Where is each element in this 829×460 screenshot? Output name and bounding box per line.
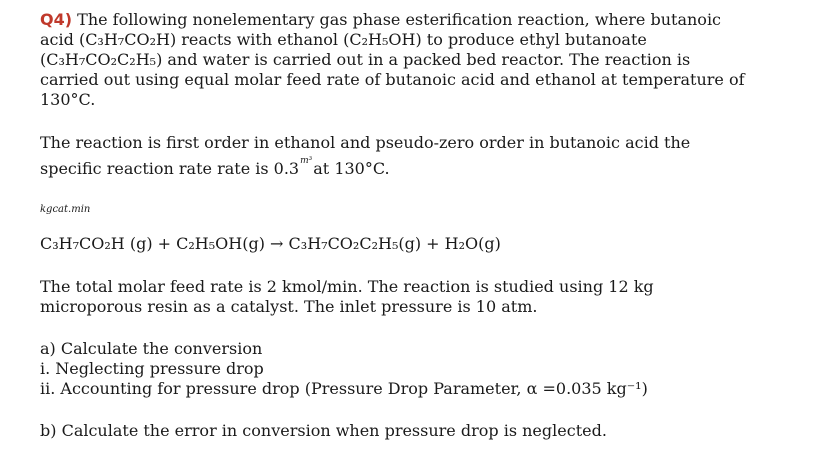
rate-unit-denominator: kgcat.min	[40, 204, 91, 215]
question-intro	[40, 10, 800, 110]
rate-prefix: specific reaction rate rate is 0.3	[40, 159, 300, 178]
feed-line-1: The total molar feed rate is 2 kmol/min. The reaction is studied using 12 kg	[40, 277, 654, 296]
intro-line-3: (C₃H₇CO₂C₂H₅) and water is carried out in a packed bed reactor. The reaction is	[40, 50, 691, 69]
part-b: b) Calculate the error in conversion when pressure drop is neglected.	[40, 421, 607, 440]
feed-line-2: microporous resin as a catalyst. The inlet pressure is 10 atm.	[40, 297, 538, 316]
part-a-label: a) Calculate the conversion	[40, 339, 263, 358]
question-number: Q4)	[40, 10, 73, 29]
intro-line-5: 130°C.	[40, 90, 96, 109]
reaction-equation: C₃H₇CO₂H (g) + C₂H₅OH(g) → C₃H₇CO₂C₂H₅(g) + H₂O(g)	[40, 234, 501, 253]
intro-line-4: carried out using equal molar feed rate of butanoic acid and ethanol at temperature of	[40, 70, 745, 89]
part-a-i: i. Neglecting pressure drop	[40, 359, 264, 378]
part-a-ii: ii. Accounting for pressure drop (Pressure Drop Parameter, α =0.035 kg⁻¹)	[40, 379, 648, 398]
feed-paragraph	[40, 277, 800, 317]
intro-line-2: acid (C₃H₇CO₂H) reacts with ethanol (C₂H₅OH) to produce ethyl butanoate	[40, 30, 647, 49]
order-line: The reaction is first order in ethanol and pseudo-zero order in butanoic acid the	[40, 133, 691, 152]
rate-unit-numerator: m³	[300, 156, 313, 166]
intro-line-1: The following nonelementary gas phase esterification reaction, where butanoic	[77, 10, 722, 29]
order-paragraph	[40, 133, 800, 182]
rate-suffix: at 130°C.	[313, 159, 390, 178]
part-a	[40, 339, 800, 399]
